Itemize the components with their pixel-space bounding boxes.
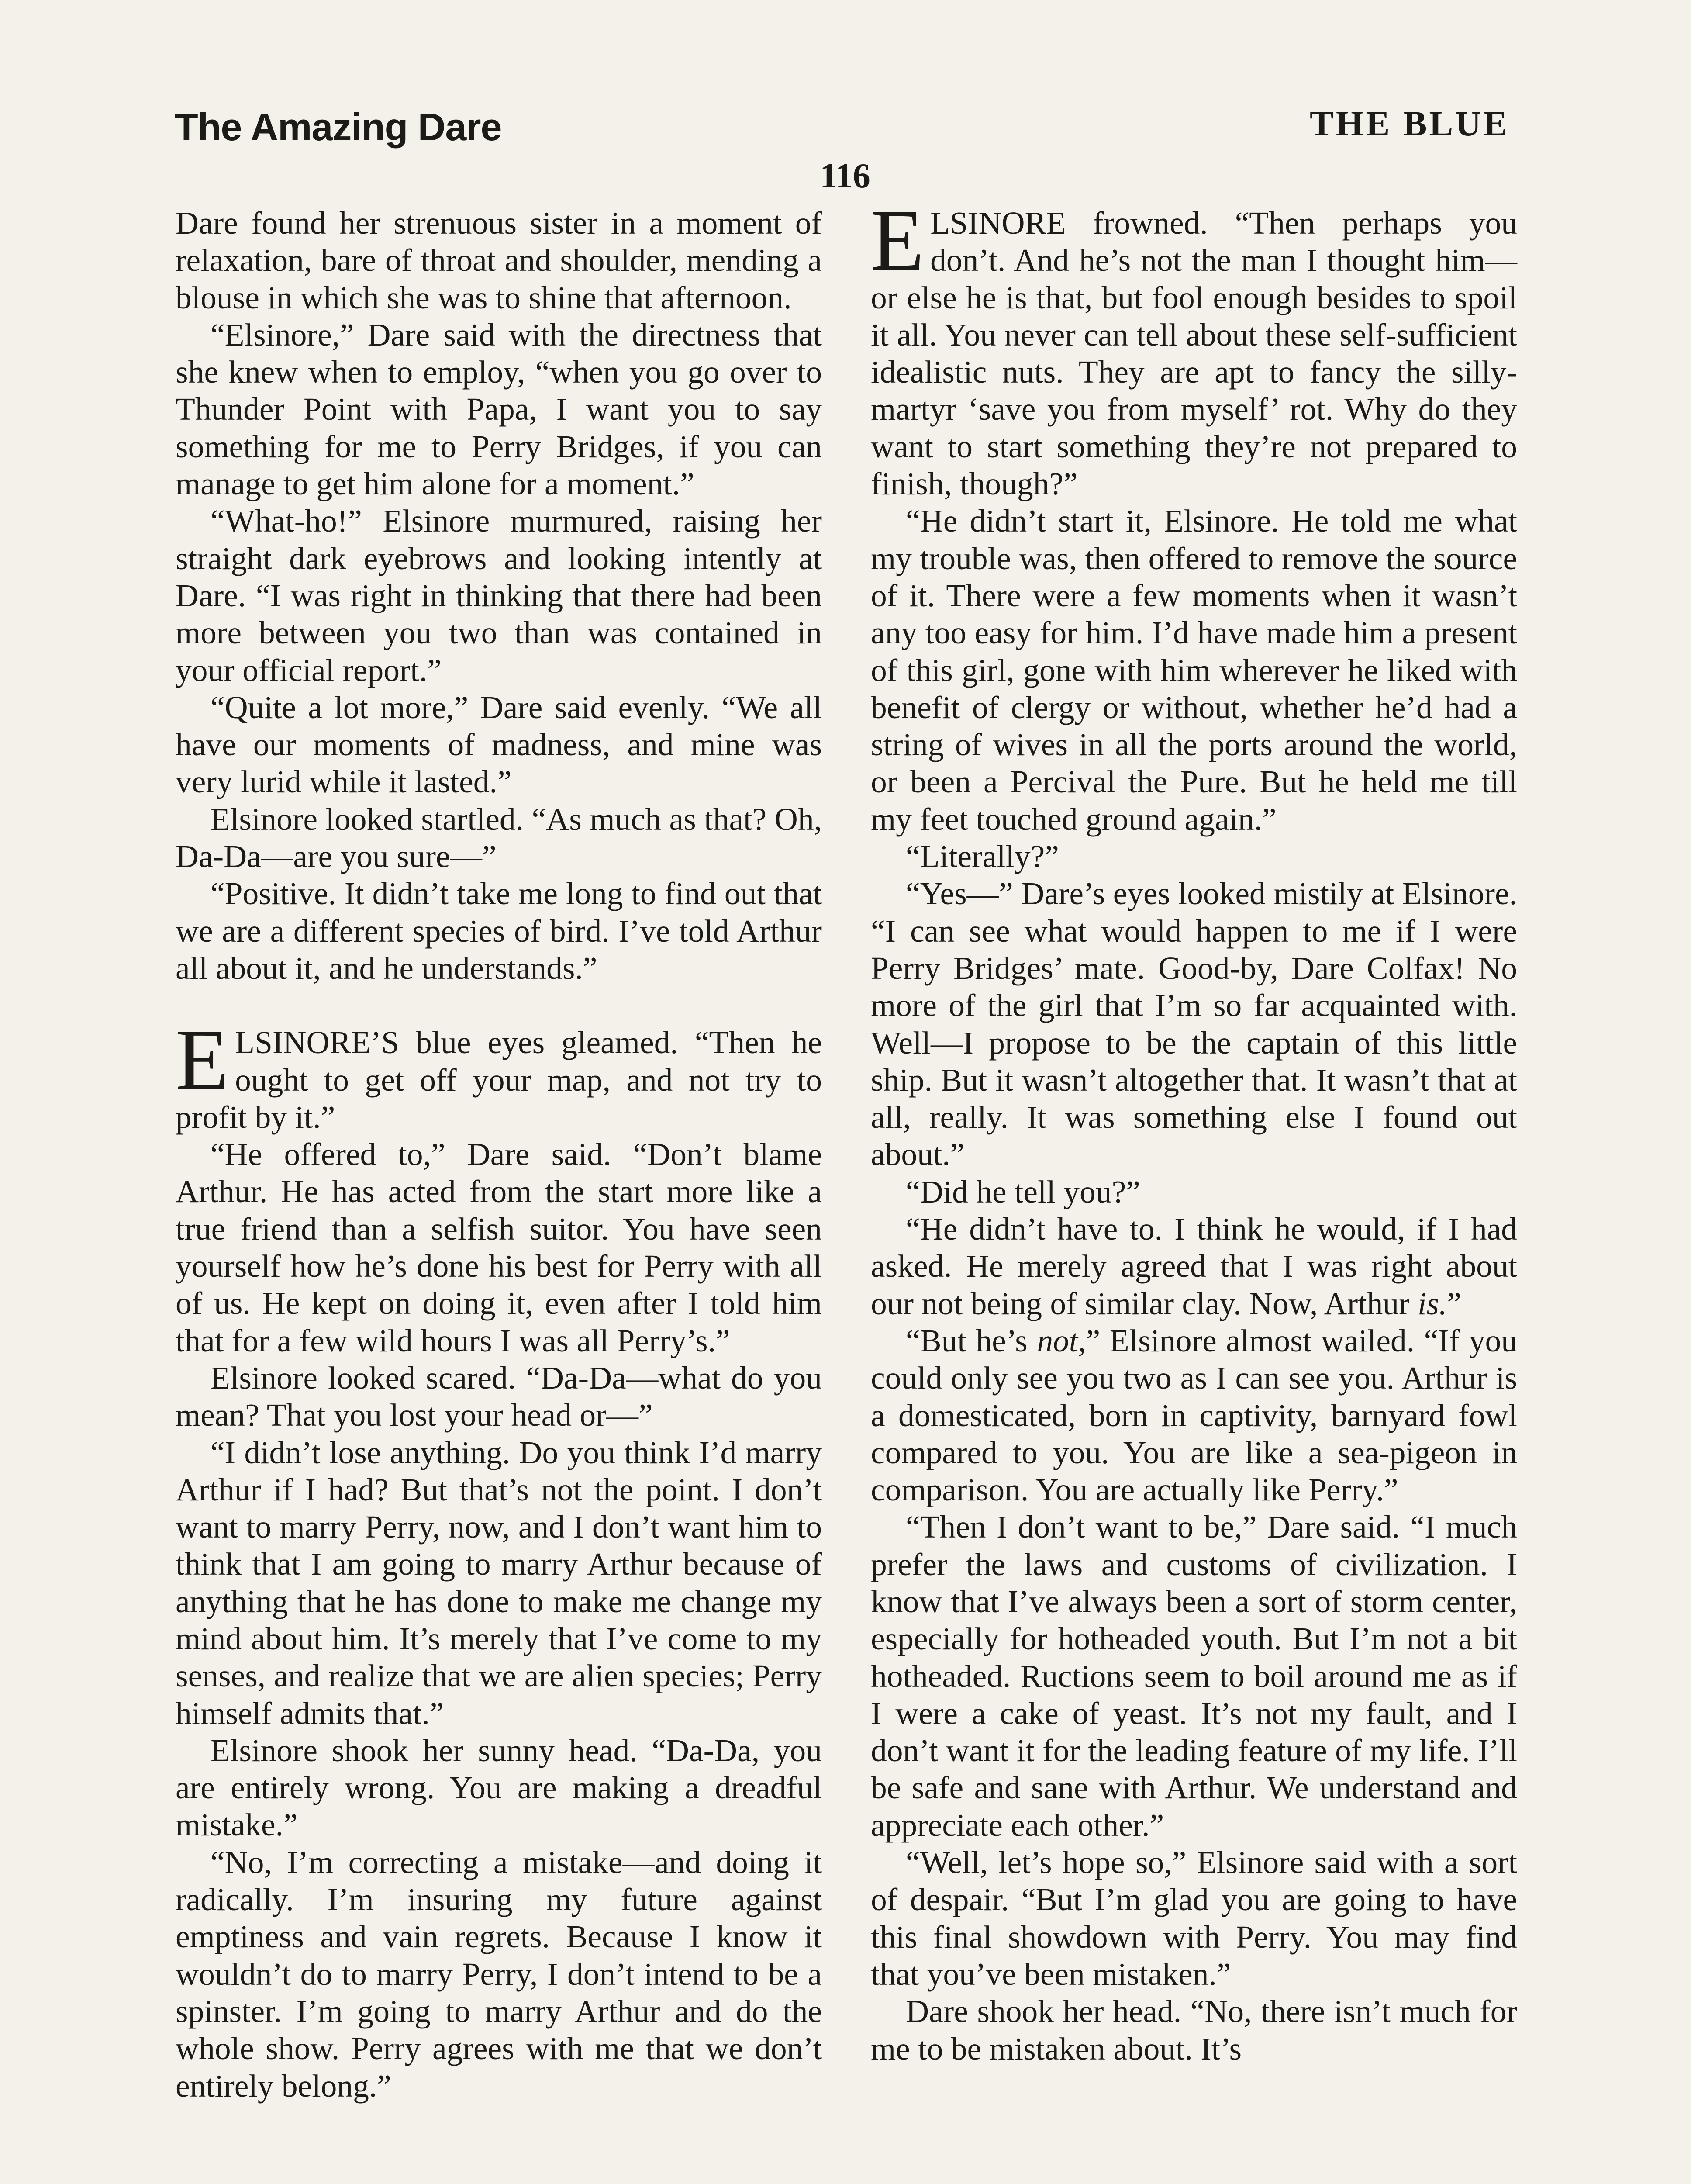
section-paragraph bbox=[176, 1012, 822, 1136]
section-paragraph bbox=[871, 192, 1517, 502]
paragraph: “Quite a lot more,” Dare said evenly. “We all have our moments of madness, and mine was very lurid while it lasted.” bbox=[176, 689, 822, 800]
paragraph: “I didn’t lose anything. Do you think I’d marry Arthur if I had? But that’s not the point. I don’t want to marry Perry, now, and I don’t want him to think that I am going to marry Arthur because of anything that he has done to make me change my mind about him. It’s merely that I’ve come to my senses, and realize that we are alien species; Perry himself admits that.” bbox=[176, 1434, 822, 1731]
paragraph: Elsinore shook her sunny head. “Da-Da, you are entirely wrong. You are making a dreadful mistake.” bbox=[176, 1732, 822, 1843]
paragraph: “Well, let’s hope so,” Elsinore said with a sort of despair. “But I’m glad you are going to have this final showdown with Perry. You may find that you’ve been mistaken.” bbox=[871, 1845, 1517, 1992]
paragraph: “Elsinore,” Dare said with the directness that she knew when to employ, “when you go over to Thunder Point with Papa, I want you to say something for me to Perry Bridges, if you can manage to get him alone for a moment.” bbox=[176, 317, 822, 502]
paragraph: “Yes—” Dare’s eyes looked mistily at Elsinore. “I can see what would happen to me if I were Perry Bridges’ mate. Good-by, Dare Colfax! No more of the girl that I’m so far acquainted with. Well—I propose to be the captain of this little ship. But it wasn’t altogether that. It wasn’t that at all, really. It was something else I found out about.” bbox=[871, 876, 1517, 1172]
right-column bbox=[871, 192, 1517, 2067]
paragraph-text: LSINORE’S blue eyes gleamed. “Then he ought to get off your map, and not try to profit by it.” bbox=[176, 1025, 822, 1135]
paragraph-text: LSINORE frowned. “Then perhaps you don’t. And he’s not the man I thought him—or else he is that, but fool enough besides to spoil it all. You never can tell about these self-sufficient idealistic nuts. They are apt to fancy the silly-martyr ‘save you from myself’ rot. Why do they want to start something they’re not prepared to finish, though?” bbox=[871, 205, 1517, 502]
paragraph: “What-ho!” Elsinore murmured, raising her straight dark eyebrows and looking intently at Dare. “I was right in thinking that there had been more between you two than was contained in your official report.” bbox=[176, 503, 822, 688]
story-title-header: The Amazing Dare bbox=[175, 105, 502, 149]
magazine-title-header: THE BLUE bbox=[1310, 104, 1509, 143]
emphasis: not, bbox=[1037, 1323, 1086, 1358]
paragraph: Dare found her strenuous sister in a moment of relaxation, bare of throat and shoulder, mending a blouse in which she was to shine that afternoon. bbox=[176, 205, 822, 315]
paragraph: “Positive. It didn’t take me long to find out that we are a different species of bird. I’ve told Arthur all about it, and he understands.” bbox=[176, 876, 822, 986]
paragraph: Elsinore looked startled. “As much as that? Oh, Da-Da—are you sure—” bbox=[176, 801, 822, 874]
paragraph: “Then I don’t want to be,” Dare said. “I much prefer the laws and customs of civilization. I know that I’ve always been a sort of storm center, especially for hotheaded youth. But I’m not a bit hotheaded. Ructions seem to boil around me as if I were a cake of yeast. It’s not my fault, and I don’t want it for the leading feature of my life. I’ll be safe and sane with Arthur. We understand and appreciate each other.” bbox=[871, 1509, 1517, 1843]
paragraph: “He didn’t start it, Elsinore. He told me what my trouble was, then offered to remove the source of it. There were a few moments when it wasn’t any too easy for him. I’d have made him a present of this girl, gone with him wherever he liked with benefit of clergy or without, whether he’d had a string of wives in all the ports around the world, or been a Percival the Pure. But he held me till my feet touched ground again.” bbox=[871, 503, 1517, 837]
page-number: 116 bbox=[820, 157, 870, 195]
paragraph-text: ” bbox=[1447, 1286, 1462, 1321]
drop-cap: E bbox=[176, 1012, 229, 1109]
paragraph-text: “He didn’t have to. I think he would, if I had asked. He merely agreed that I was right about our not being of similar clay. Now, Arthur bbox=[871, 1211, 1517, 1321]
paragraph: Dare shook her head. “No, there isn’t much for me to be mistaken about. It’s bbox=[871, 1994, 1517, 2067]
paragraph bbox=[871, 1322, 1517, 1508]
emphasis: is. bbox=[1417, 1286, 1447, 1321]
paragraph: “Literally?” bbox=[906, 839, 1059, 874]
paragraph-text: “But he’s bbox=[906, 1323, 1028, 1358]
drop-cap: E bbox=[871, 192, 925, 289]
paragraph: Elsinore looked scared. “Da-Da—what do you mean? That you lost your head or—” bbox=[176, 1360, 822, 1433]
left-column bbox=[176, 204, 822, 2105]
paragraph bbox=[871, 1210, 1517, 1322]
paragraph: “Did he tell you?” bbox=[906, 1174, 1140, 1209]
paragraph: “He offered to,” Dare said. “Don’t blame Arthur. He has acted from the start more like a true friend than a selfish suitor. You have seen yourself how he’s done his best for Perry with all of us. He kept on doing it, even after I told him that for a few wild hours I was all Perry’s.” bbox=[176, 1137, 822, 1358]
paragraph-text: ” Elsinore almost wailed. “If you could only see you two as I can see you. Arthur is a domesticated, born in captivity, barnyard fowl compared to you. You are like a sea-pigeon in comparison. You are actually like Perry.” bbox=[871, 1323, 1517, 1508]
paragraph: “No, I’m correcting a mistake—and doing it radically. I’m insuring my future against emptiness and vain regrets. Because I know it wouldn’t do to marry Perry, I don’t intend to be a spinster. I’m going to marry Arthur and do the whole show. Perry agrees with me that we don’t entirely belong.” bbox=[176, 1844, 822, 2104]
